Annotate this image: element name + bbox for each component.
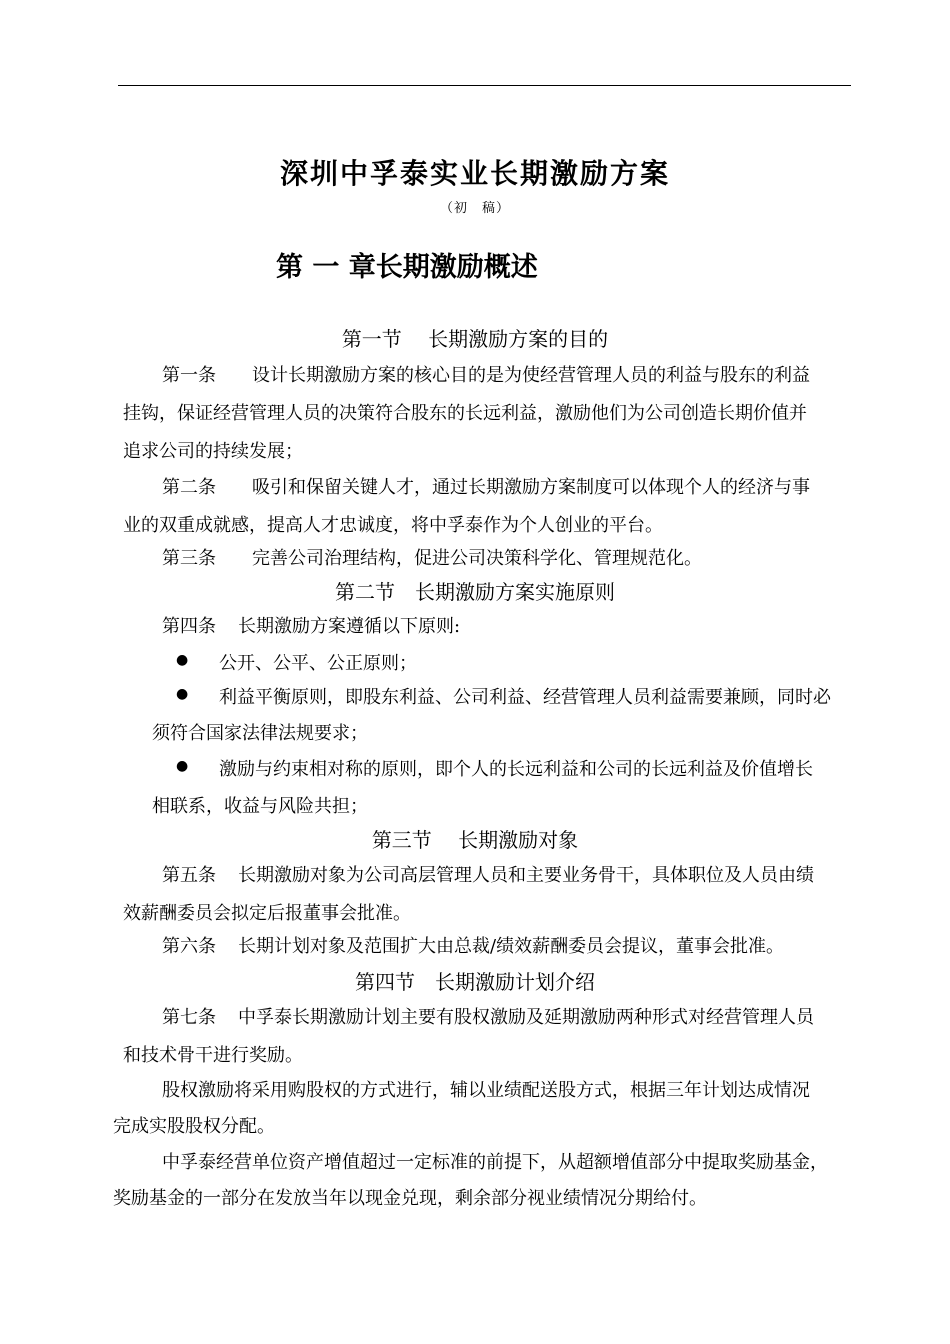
paragraph-line: 完成实股股权分配。 xyxy=(113,1116,275,1137)
section-heading: 第一节 长期激励方案的目的 xyxy=(341,327,609,351)
section-heading: 第四节 长期激励计划介绍 xyxy=(355,970,595,994)
bullet-icon: ● xyxy=(176,758,189,774)
article-label: 第五条 xyxy=(162,865,216,886)
chapter-heading: 第 一 章长期激励概述 xyxy=(276,252,538,283)
article-line xyxy=(162,544,702,570)
article-text: 中孚泰长期激励计划主要有股权激励及延期激励两种形式对经营管理人员 xyxy=(238,1007,814,1028)
paragraph-line: 股权激励将采用购股权的方式进行，辅以业绩配送股方式，根据三年计划达成情况 xyxy=(162,1080,810,1101)
article-text: 长期激励方案遵循以下原则: xyxy=(238,616,461,637)
article-line xyxy=(162,861,814,887)
article-label: 第七条 xyxy=(162,1007,216,1028)
article-line xyxy=(162,932,784,958)
article-label: 第四条 xyxy=(162,616,216,637)
bullet-text: 利益平衡原则，即股东利益、公司利益、经营管理人员利益需要兼顾，同时必 xyxy=(219,687,831,708)
article-label: 第一条 xyxy=(162,365,216,386)
article-line xyxy=(162,473,810,499)
article-text: 设计长期激励方案的核心目的是为使经营管理人员的利益与股东的利益 xyxy=(252,365,810,386)
article-text: 长期激励对象为公司高层管理人员和主要业务骨干，具体职位及人员由绩 xyxy=(238,865,814,886)
section-heading: 第二节 长期激励方案实施原则 xyxy=(335,580,615,604)
article-label: 第三条 xyxy=(162,548,216,569)
bullet-text: 公开、公平、公正原则； xyxy=(219,653,417,674)
section-heading: 第三节 长期激励对象 xyxy=(371,828,579,852)
article-line xyxy=(162,1003,814,1029)
article-line: 业的双重成就感，提高人才忠诚度，将中孚泰作为个人创业的平台。 xyxy=(123,515,663,536)
document-subtitle: （初 稿） xyxy=(439,201,510,216)
article-text: 完善公司治理结构，促进公司决策科学化、管理规范化。 xyxy=(252,548,702,569)
article-line: 和技术骨干进行奖励。 xyxy=(123,1045,303,1066)
article-label: 第六条 xyxy=(162,936,216,957)
header-rule xyxy=(118,85,851,86)
article-text: 长期计划对象及范围扩大由总裁/绩效薪酬委员会提议，董事会批准。 xyxy=(238,936,785,957)
bullet-text: 激励与约束相对称的原则，即个人的长远利益和公司的长远利益及价值增长 xyxy=(219,759,813,780)
bullet-text: 须符合国家法律法规要求； xyxy=(152,723,368,744)
article-line: 追求公司的持续发展； xyxy=(123,441,303,462)
article-label: 第二条 xyxy=(162,477,216,498)
article-line: 挂钩，保证经营管理人员的决策符合股东的长远利益，激励他们为公司创造长期价值并 xyxy=(123,403,807,424)
article-line: 效薪酬委员会拟定后报董事会批准。 xyxy=(123,903,411,924)
document-title: 深圳中孚泰实业长期激励方案 xyxy=(279,157,670,190)
bullet-text: 相联系，收益与风险共担； xyxy=(152,796,368,817)
bullet-icon: ● xyxy=(176,686,189,702)
article-line xyxy=(162,612,460,638)
article-line xyxy=(162,361,810,387)
paragraph-line: 奖励基金的一部分在发放当年以现金兑现，剩余部分视业绩情况分期给付。 xyxy=(113,1188,707,1209)
article-text: 吸引和保留关键人才，通过长期激励方案制度可以体现个人的经济与事 xyxy=(252,477,810,498)
bullet-icon: ● xyxy=(176,652,189,668)
paragraph-line: 中孚泰经营单位资产增值超过一定标准的前提下，从超额增值部分中提取奖励基金， xyxy=(162,1152,828,1173)
